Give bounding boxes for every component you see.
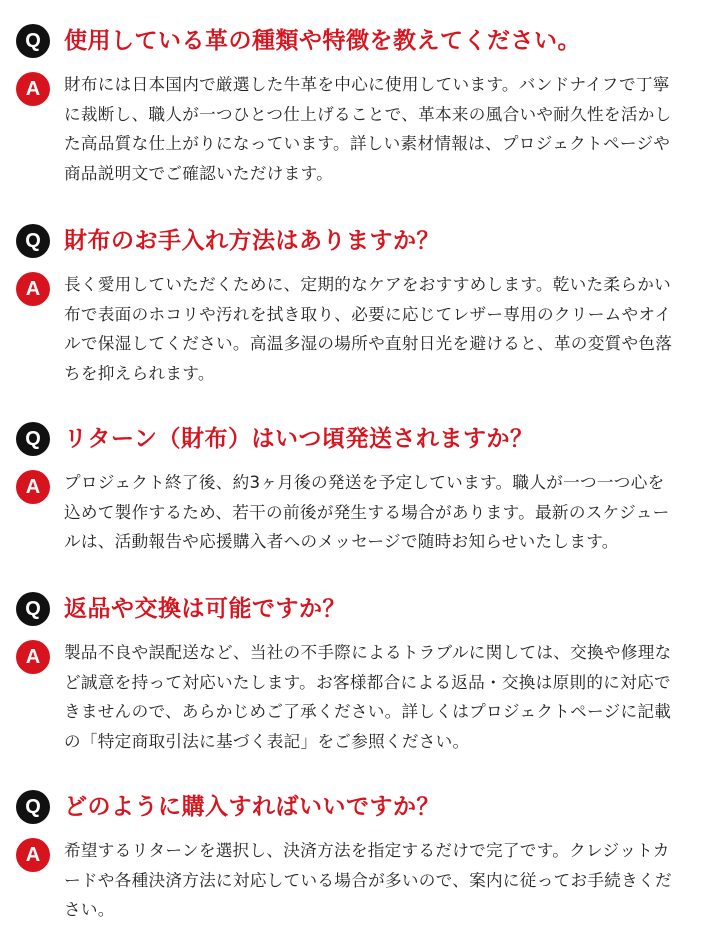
answer-line: の「特定商取引法に基づく表記」をご参照ください。	[64, 731, 470, 751]
answer-text	[64, 836, 696, 925]
answer-line: ルで保湿してください。高温多湿の場所や直射日光を避けると、革の変質や色落	[64, 334, 673, 353]
answer-line: 長く愛用していただくために、定期的なケアをおすすめします。乾いた柔らかい	[64, 275, 672, 294]
answer-badge: A	[16, 72, 50, 106]
answer-line: ードや各種決済方法に対応している場合が多いので、案内に従ってお手続きくだ	[64, 870, 672, 890]
question-row	[0, 590, 712, 630]
question-row	[0, 22, 712, 62]
question-badge: Q	[16, 224, 50, 258]
answer-line: ルは、活動報告や応援購入者へのメッセージで随時お知らせいたします。	[64, 532, 619, 551]
question-text: どのように購入すればいいですか？	[64, 794, 440, 820]
question-badge: Q	[16, 24, 50, 58]
question-text: 財布のお手入れ方法はありますか？	[64, 228, 440, 254]
question-row	[0, 222, 712, 262]
answer-line: 財布には日本国内で厳選した牛革を中心に使用しています。バンドナイフで丁寧	[64, 75, 670, 94]
question-row	[0, 420, 712, 460]
answer-line: 商品説明文でご確認いただけます。	[64, 163, 333, 183]
question-badge: Q	[16, 422, 50, 456]
question-badge: Q	[16, 790, 50, 824]
answer-line: さい。	[64, 900, 115, 919]
answer-badge: A	[16, 640, 50, 674]
answer-line: きませんので、あらかじめご了承ください。詳しくはプロジェクトページに記載	[64, 702, 672, 721]
answer-text	[64, 468, 696, 557]
answer-line: ちを抑えられます。	[64, 363, 215, 383]
answer-line: ど誠意を持って対応いたします。お客様都合による返品・交換は原則的に対応で	[64, 672, 671, 692]
answer-line: 希望するリターンを選択し、決済方法を指定するだけで完了です。クレジットカ	[64, 841, 670, 860]
answer-line: に裁断し、職人が一つひとつ仕上げることで、革本来の風合いや耐久性を活かし	[64, 104, 672, 124]
answer-line: た高品質な仕上がりになっています。詳しい素材情報は、プロジェクトページや	[64, 134, 671, 153]
answer-text	[64, 270, 696, 388]
answer-badge: A	[16, 470, 50, 504]
answer-line: 製品不良や誤配送など、当社の不手際によるトラブルに関しては、交換や修理な	[64, 643, 672, 662]
answer-line: プロジェクト終了後、約3ヶ月後の発送を予定しています。職人が一つ一つ心を	[64, 473, 665, 492]
question-text: 使用している革の種類や特徴を教えてください。	[64, 28, 581, 54]
answer-text	[64, 638, 696, 756]
answer-text	[64, 70, 696, 188]
question-badge: Q	[16, 592, 50, 626]
answer-line: 込めて製作するため、若干の前後が発生する場合があります。最新のスケジュー	[64, 502, 670, 522]
answer-badge: A	[16, 272, 50, 306]
question-text: リターン（財布）はいつ頃発送されますか？	[64, 426, 534, 452]
question-row	[0, 788, 712, 828]
answer-line: 布で表面のホコリや汚れを拭き取り、必要に応じてレザー専用のクリームやオイ	[64, 304, 672, 324]
answer-badge: A	[16, 838, 50, 872]
question-text: 返品や交換は可能ですか？	[64, 596, 346, 622]
